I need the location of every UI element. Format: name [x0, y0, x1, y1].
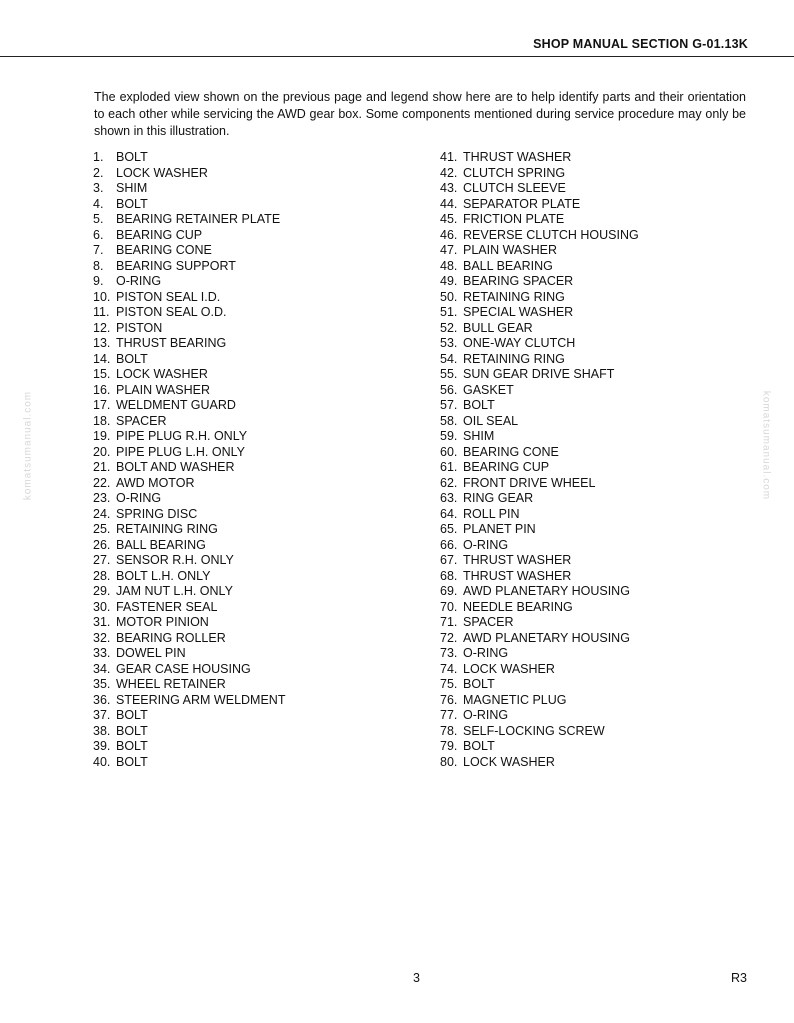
part-list-item: [440, 755, 639, 771]
part-name: SPACER: [116, 413, 167, 428]
part-list-item: [440, 553, 639, 569]
part-number: 26.: [93, 537, 111, 552]
part-number: 64.: [440, 506, 458, 521]
part-list-item: [93, 274, 285, 290]
part-number: 57.: [440, 398, 458, 412]
part-name: SUN GEAR DRIVE SHAFT: [463, 367, 615, 381]
part-name: FASTENER SEAL: [116, 599, 218, 614]
part-number: 3.: [93, 181, 104, 195]
part-list-item: [93, 646, 285, 662]
part-number: 73.: [440, 646, 458, 660]
part-name: BOLT: [116, 723, 148, 738]
part-number: 24.: [93, 506, 111, 521]
part-name: SHIM: [463, 429, 495, 443]
part-list-item: [440, 305, 639, 321]
part-name: BEARING CUP: [463, 460, 550, 474]
part-list-item: [440, 321, 639, 337]
part-name: O-RING: [116, 491, 162, 505]
part-name: SPRING DISC: [116, 506, 198, 521]
part-name: FRONT DRIVE WHEEL: [463, 475, 596, 490]
part-name: STEERING ARM WELDMENT: [116, 692, 286, 707]
part-name: ROLL PIN: [463, 506, 520, 521]
part-name: LOCK WASHER: [463, 661, 555, 676]
part-name: LOCK WASHER: [116, 165, 208, 180]
part-number: 22.: [93, 475, 111, 490]
part-name: WHEEL RETAINER: [116, 677, 226, 691]
part-number: 68.: [440, 568, 458, 583]
part-number: 59.: [440, 429, 458, 443]
part-list-item: [440, 476, 639, 492]
part-list-item: [93, 429, 285, 445]
parts-list-right: [440, 150, 639, 770]
part-name: BOLT L.H. ONLY: [116, 568, 211, 583]
part-number: 56.: [440, 382, 458, 397]
part-name: GEAR CASE HOUSING: [116, 661, 251, 676]
part-number: 76.: [440, 692, 458, 707]
part-list-item: [93, 755, 285, 771]
part-name: BEARING ROLLER: [116, 630, 226, 645]
part-name: THRUST WASHER: [463, 553, 572, 567]
part-number: 72.: [440, 630, 458, 645]
part-number: 33.: [93, 646, 111, 660]
part-list-item: [93, 553, 285, 569]
part-name: BOLT AND WASHER: [116, 460, 235, 474]
part-name: PISTON: [116, 320, 163, 335]
part-number: 53.: [440, 336, 458, 350]
intro-paragraph: The exploded view shown on the previous page and legend show here are to help identify parts and their orientation to each other while servicing the AWD gear box. Some components mentioned during service procedure may only be shown in this illustration.: [94, 90, 746, 138]
part-number: 42.: [440, 165, 458, 180]
part-list-item: [93, 414, 285, 430]
part-list-item: [93, 383, 285, 399]
part-number: 1.: [93, 150, 104, 164]
part-name: NEEDLE BEARING: [463, 599, 573, 614]
part-list-item: [93, 677, 285, 693]
part-number: 58.: [440, 413, 458, 428]
part-name: PLAIN WASHER: [463, 243, 558, 257]
part-number: 9.: [93, 274, 104, 288]
part-name: AWD PLANETARY HOUSING: [463, 630, 630, 645]
part-number: 28.: [93, 568, 111, 583]
part-name: BEARING SUPPORT: [116, 258, 236, 273]
part-name: PISTON SEAL O.D.: [116, 305, 227, 319]
part-number: 44.: [440, 196, 458, 211]
part-number: 38.: [93, 723, 111, 738]
part-list-item: [93, 538, 285, 554]
part-list-item: [440, 693, 639, 709]
part-name: O-RING: [463, 537, 509, 552]
part-list-item: [440, 166, 639, 182]
part-list-item: [440, 274, 639, 290]
part-name: ONE-WAY CLUTCH: [463, 336, 576, 350]
part-number: 45.: [440, 212, 458, 226]
part-number: 69.: [440, 584, 458, 598]
part-name: GASKET: [463, 382, 514, 397]
part-number: 19.: [93, 429, 111, 443]
part-number: 5.: [93, 212, 104, 226]
part-name: SENSOR R.H. ONLY: [116, 553, 234, 567]
part-number: 27.: [93, 553, 111, 567]
part-number: 13.: [93, 336, 111, 350]
part-list-item: [440, 677, 639, 693]
part-number: 55.: [440, 367, 458, 381]
part-list-item: [440, 290, 639, 306]
part-list-item: [93, 352, 285, 368]
part-name: PIPE PLUG L.H. ONLY: [116, 444, 245, 459]
part-list-item: [440, 584, 639, 600]
part-list-item: [440, 429, 639, 445]
part-list-item: [440, 460, 639, 476]
part-number: 50.: [440, 289, 458, 304]
part-name: MOTOR PINION: [116, 615, 209, 629]
part-name: O-RING: [463, 708, 509, 722]
part-number: 51.: [440, 305, 458, 319]
part-list-item: [93, 305, 285, 321]
part-list-item: [440, 197, 639, 213]
part-list-item: [93, 228, 285, 244]
part-name: BALL BEARING: [463, 258, 553, 273]
part-number: 4.: [93, 196, 104, 211]
part-name: THRUST BEARING: [116, 336, 227, 350]
part-number: 41.: [440, 150, 458, 164]
part-list-item: [440, 243, 639, 259]
part-list-item: [440, 491, 639, 507]
part-list-item: [93, 569, 285, 585]
part-number: 34.: [93, 661, 111, 676]
part-list-item: [93, 507, 285, 523]
part-name: OIL SEAL: [463, 413, 519, 428]
revision-label: R3: [731, 971, 747, 985]
part-number: 36.: [93, 692, 111, 707]
part-number: 37.: [93, 708, 111, 722]
part-name: PLANET PIN: [463, 522, 536, 536]
part-list-item: [93, 739, 285, 755]
part-list-item: [440, 445, 639, 461]
part-number: 10.: [93, 289, 111, 304]
part-number: 65.: [440, 522, 458, 536]
part-name: BOLT: [116, 196, 148, 211]
part-name: CLUTCH SLEEVE: [463, 181, 566, 195]
part-list-item: [93, 398, 285, 414]
part-name: LOCK WASHER: [116, 367, 208, 381]
part-list-item: [93, 259, 285, 275]
part-name: LOCK WASHER: [463, 754, 555, 769]
part-name: BOLT: [463, 677, 495, 691]
part-name: BOLT: [116, 150, 148, 164]
part-list-item: [93, 290, 285, 306]
part-name: BOLT: [116, 708, 148, 722]
part-name: BOLT: [116, 739, 148, 753]
part-list-item: [440, 352, 639, 368]
part-name: WELDMENT GUARD: [116, 398, 236, 412]
part-list-item: [440, 181, 639, 197]
part-name: FRICTION PLATE: [463, 212, 565, 226]
part-number: 23.: [93, 491, 111, 505]
part-list-item: [93, 584, 285, 600]
part-number: 48.: [440, 258, 458, 273]
part-number: 20.: [93, 444, 111, 459]
part-list-item: [440, 662, 639, 678]
part-list-item: [93, 631, 285, 647]
part-number: 17.: [93, 398, 111, 412]
part-number: 52.: [440, 320, 458, 335]
part-name: BEARING CONE: [463, 444, 559, 459]
part-number: 46.: [440, 227, 458, 242]
watermark-left: komatsumanual.com: [22, 390, 34, 501]
part-number: 47.: [440, 243, 458, 257]
part-list-item: [93, 181, 285, 197]
part-name: AWD MOTOR: [116, 475, 195, 490]
part-name: RETAINING RING: [463, 351, 565, 366]
part-name: O-RING: [116, 274, 162, 288]
watermark-right: komatsumanual.com: [760, 390, 772, 501]
part-name: THRUST WASHER: [463, 568, 572, 583]
part-list-item: [93, 476, 285, 492]
part-number: 8.: [93, 258, 104, 273]
part-number: 30.: [93, 599, 111, 614]
part-list-item: [93, 166, 285, 182]
part-number: 18.: [93, 413, 111, 428]
part-name: BEARING CONE: [116, 243, 212, 257]
part-number: 29.: [93, 584, 111, 598]
part-name: O-RING: [463, 646, 509, 660]
part-number: 67.: [440, 553, 458, 567]
part-number: 74.: [440, 661, 458, 676]
part-number: 21.: [93, 460, 111, 474]
part-list-item: [93, 662, 285, 678]
part-number: 77.: [440, 708, 458, 722]
part-name: BOLT: [116, 351, 148, 366]
part-list-item: [93, 491, 285, 507]
part-number: 66.: [440, 537, 458, 552]
part-list-item: [440, 367, 639, 383]
part-list-item: [93, 212, 285, 228]
part-number: 12.: [93, 320, 111, 335]
page-header-title: SHOP MANUAL SECTION G-01.13K: [533, 37, 748, 51]
part-list-item: [93, 724, 285, 740]
part-number: 39.: [93, 739, 111, 753]
part-number: 80.: [440, 754, 458, 769]
part-list-item: [93, 243, 285, 259]
part-number: 49.: [440, 274, 458, 288]
part-list-item: [440, 507, 639, 523]
part-name: BOLT: [463, 398, 495, 412]
part-name: RING GEAR: [463, 491, 534, 505]
part-list-item: [440, 538, 639, 554]
part-name: BEARING SPACER: [463, 274, 574, 288]
part-list-item: [440, 414, 639, 430]
header-rule: [0, 56, 794, 57]
part-number: 78.: [440, 723, 458, 738]
part-list-item: [440, 398, 639, 414]
part-list-item: [93, 522, 285, 538]
part-name: REVERSE CLUTCH HOUSING: [463, 227, 639, 242]
part-number: 6.: [93, 227, 104, 242]
part-name: BEARING CUP: [116, 227, 203, 242]
part-list-item: [93, 445, 285, 461]
part-list-item: [440, 724, 639, 740]
part-name: PLAIN WASHER: [116, 382, 211, 397]
part-number: 2.: [93, 165, 104, 180]
part-list-item: [93, 197, 285, 213]
part-name: RETAINING RING: [116, 522, 218, 536]
part-name: PISTON SEAL I.D.: [116, 289, 221, 304]
part-number: 71.: [440, 615, 458, 629]
part-number: 16.: [93, 382, 111, 397]
part-name: PIPE PLUG R.H. ONLY: [116, 429, 248, 443]
part-name: DOWEL PIN: [116, 646, 186, 660]
part-name: BEARING RETAINER PLATE: [116, 212, 281, 226]
part-list-item: [93, 600, 285, 616]
part-name: BALL BEARING: [116, 537, 206, 552]
part-name: AWD PLANETARY HOUSING: [463, 584, 630, 598]
part-list-item: [93, 708, 285, 724]
part-list-item: [440, 631, 639, 647]
part-name: THRUST WASHER: [463, 150, 572, 164]
part-number: 79.: [440, 739, 458, 753]
part-list-item: [440, 336, 639, 352]
part-name: SELF-LOCKING SCREW: [463, 723, 605, 738]
part-number: 15.: [93, 367, 111, 381]
part-list-item: [440, 212, 639, 228]
part-number: 70.: [440, 599, 458, 614]
part-list-item: [440, 708, 639, 724]
part-number: 43.: [440, 181, 458, 195]
part-list-item: [440, 259, 639, 275]
part-list-item: [93, 460, 285, 476]
part-number: 31.: [93, 615, 111, 629]
part-name: JAM NUT L.H. ONLY: [116, 584, 233, 598]
part-name: MAGNETIC PLUG: [463, 692, 567, 707]
part-list-item: [440, 150, 639, 166]
page-number: 3: [413, 971, 420, 985]
part-list-item: [93, 615, 285, 631]
part-name: BOLT: [116, 754, 148, 769]
part-number: 54.: [440, 351, 458, 366]
part-name: BOLT: [463, 739, 495, 753]
part-list-item: [440, 522, 639, 538]
part-number: 7.: [93, 243, 104, 257]
part-number: 75.: [440, 677, 458, 691]
parts-list-left: [93, 150, 285, 770]
part-number: 60.: [440, 444, 458, 459]
part-list-item: [93, 321, 285, 337]
part-name: SPACER: [463, 615, 514, 629]
part-number: 35.: [93, 677, 111, 691]
part-number: 62.: [440, 475, 458, 490]
part-list-item: [440, 739, 639, 755]
part-list-item: [440, 228, 639, 244]
part-number: 40.: [93, 754, 111, 769]
part-list-item: [440, 569, 639, 585]
part-name: BULL GEAR: [463, 320, 533, 335]
part-list-item: [93, 693, 285, 709]
part-list-item: [440, 383, 639, 399]
part-number: 14.: [93, 351, 111, 366]
part-name: SEPARATOR PLATE: [463, 196, 581, 211]
part-name: SPECIAL WASHER: [463, 305, 574, 319]
part-list-item: [440, 600, 639, 616]
part-number: 32.: [93, 630, 111, 645]
part-list-item: [93, 336, 285, 352]
part-number: 63.: [440, 491, 458, 505]
part-list-item: [440, 646, 639, 662]
part-list-item: [440, 615, 639, 631]
part-name: RETAINING RING: [463, 289, 565, 304]
part-name: CLUTCH SPRING: [463, 165, 566, 180]
part-number: 11.: [93, 305, 110, 319]
part-number: 25.: [93, 522, 111, 536]
part-list-item: [93, 367, 285, 383]
part-name: SHIM: [116, 181, 148, 195]
part-list-item: [93, 150, 285, 166]
part-number: 61.: [440, 460, 458, 474]
